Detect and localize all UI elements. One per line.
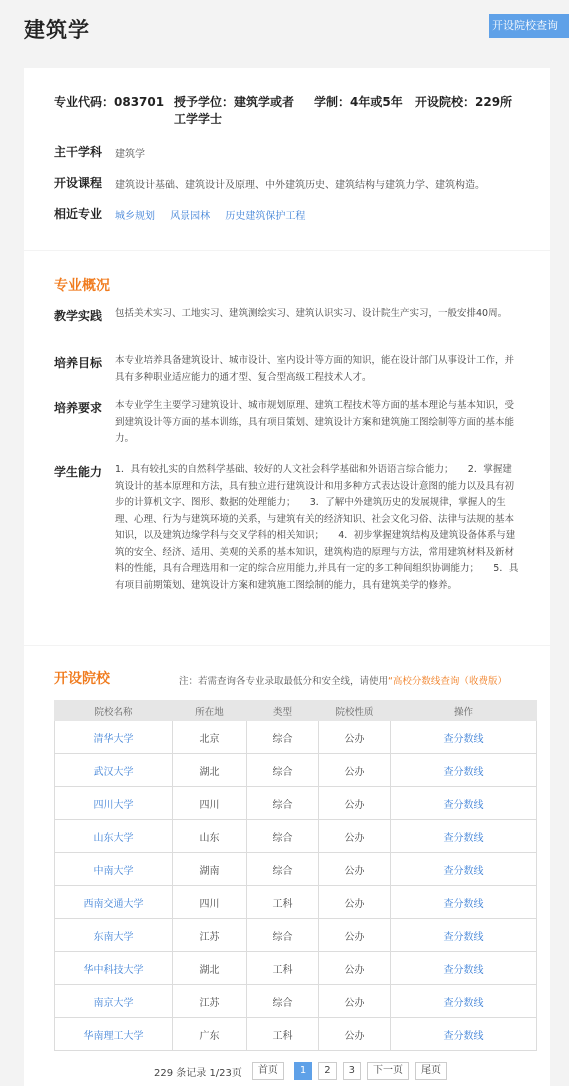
col-location: 所在地 — [173, 701, 247, 721]
score-query-note — [179, 673, 507, 687]
table-row — [55, 985, 537, 1018]
school-nature: 公办 — [319, 721, 391, 754]
courses-value: 建筑设计基础、建筑设计及原理、中外建筑历史、建筑结构与建筑力学、建筑构造。 — [115, 180, 485, 191]
score-query-action[interactable]: 查分数线 — [391, 952, 537, 985]
score-query-action[interactable]: 查分数线 — [391, 820, 537, 853]
goal-label: 培养目标 — [54, 356, 103, 370]
school-name-link[interactable]: 华中科技大学 — [55, 952, 173, 985]
table-row — [55, 886, 537, 919]
score-query-link[interactable]: “高校分数线查询（收费版） — [388, 676, 507, 687]
page-last[interactable]: 尾页 — [415, 1062, 447, 1080]
score-query-action[interactable]: 查分数线 — [391, 1018, 537, 1051]
table-row — [55, 754, 537, 787]
related-link-landscape[interactable]: 风景园林 — [170, 211, 211, 222]
school-type: 工科 — [247, 886, 319, 919]
school-type: 综合 — [247, 787, 319, 820]
school-name-link[interactable]: 东南大学 — [55, 919, 173, 952]
school-nature: 公办 — [319, 985, 391, 1018]
school-nature: 公办 — [319, 787, 391, 820]
requirement-label: 培养要求 — [54, 401, 103, 415]
school-nature: 公办 — [319, 754, 391, 787]
practice-text: 包括美术实习、工地实习、建筑测绘实习、建筑认识实习、设计院生产实习，一般安排40周。 — [115, 308, 508, 319]
school-location: 四川 — [173, 886, 247, 919]
schools-count: 开设院校：229所 — [415, 95, 513, 109]
school-nature: 公办 — [319, 952, 391, 985]
schools-panel — [24, 646, 550, 1086]
school-name-link[interactable]: 西南交通大学 — [55, 886, 173, 919]
pagination-info: 229 条记录 1/23页 — [154, 1067, 242, 1079]
score-query-action[interactable]: 查分数线 — [391, 886, 537, 919]
duration: 学制：4年或5年 — [314, 95, 403, 109]
col-nature: 院校性质 — [319, 701, 391, 721]
school-nature: 公办 — [319, 853, 391, 886]
table-row — [55, 721, 537, 754]
table-header-row — [55, 701, 537, 721]
overview-panel — [24, 251, 550, 645]
score-query-action[interactable]: 查分数线 — [391, 787, 537, 820]
page-3[interactable]: 3 — [343, 1062, 361, 1080]
degree: 授予学位：建筑学或者工学学士 — [174, 95, 295, 126]
school-type: 综合 — [247, 721, 319, 754]
col-school-name: 院校名称 — [55, 701, 173, 721]
major-code: 专业代码：083701 — [54, 95, 165, 109]
col-action: 操作 — [391, 701, 537, 721]
table-row — [55, 1018, 537, 1051]
basic-info-panel — [24, 68, 550, 250]
school-type: 综合 — [247, 985, 319, 1018]
page-2[interactable]: 2 — [318, 1062, 336, 1080]
school-type: 工科 — [247, 1018, 319, 1051]
score-query-action[interactable]: 查分数线 — [391, 853, 537, 886]
school-type: 综合 — [247, 754, 319, 787]
score-query-action[interactable]: 查分数线 — [391, 985, 537, 1018]
page-title: 建筑学 — [24, 18, 90, 42]
related-label: 相近专业 — [54, 207, 103, 221]
requirement-text: 本专业学生主要学习建筑设计、城市规划原理、建筑工程技术等方面的基本理论与基本知识，受到建筑设计等方面的基本训练，具有项目策划、建筑设计方案和建筑施工图绘制等方面的基本能力。 — [115, 400, 515, 444]
school-type: 综合 — [247, 853, 319, 886]
school-name-link[interactable]: 山东大学 — [55, 820, 173, 853]
col-type: 类型 — [247, 701, 319, 721]
school-type: 工科 — [247, 952, 319, 985]
main-subject-label: 主干学科 — [54, 145, 103, 159]
school-nature: 公办 — [319, 1018, 391, 1051]
school-location: 江苏 — [173, 985, 247, 1018]
school-name-link[interactable]: 清华大学 — [55, 721, 173, 754]
related-majors — [115, 207, 317, 222]
school-location: 湖北 — [173, 754, 247, 787]
score-query-action[interactable]: 查分数线 — [391, 919, 537, 952]
practice-label: 教学实践 — [54, 309, 103, 323]
note-text: 注：若需查询各专业录取最低分和安全线，请使用 — [179, 676, 389, 687]
school-name-link[interactable]: 武汉大学 — [55, 754, 173, 787]
pagination — [154, 1062, 447, 1080]
school-location: 湖北 — [173, 952, 247, 985]
table-row — [55, 919, 537, 952]
school-nature: 公办 — [319, 886, 391, 919]
related-link-urban-planning[interactable]: 城乡规划 — [115, 211, 155, 222]
school-name-link[interactable]: 四川大学 — [55, 787, 173, 820]
school-location: 山东 — [173, 820, 247, 853]
page-first[interactable]: 首页 — [252, 1062, 284, 1080]
top-bar — [0, 0, 558, 68]
school-query-button[interactable]: 开设院校查询 — [489, 14, 569, 38]
school-location: 江苏 — [173, 919, 247, 952]
score-query-action[interactable]: 查分数线 — [391, 754, 537, 787]
table-row — [55, 853, 537, 886]
school-location: 广东 — [173, 1018, 247, 1051]
overview-title: 专业概况 — [54, 278, 110, 294]
ability-label: 学生能力 — [54, 465, 103, 479]
related-link-historic-building[interactable]: 历史建筑保护工程 — [225, 211, 306, 222]
table-row — [55, 820, 537, 853]
schools-table — [54, 700, 537, 1051]
school-name-link[interactable]: 南京大学 — [55, 985, 173, 1018]
school-nature: 公办 — [319, 919, 391, 952]
score-query-action[interactable]: 查分数线 — [391, 721, 537, 754]
school-location: 北京 — [173, 721, 247, 754]
school-type: 综合 — [247, 919, 319, 952]
courses-label: 开设课程 — [54, 176, 103, 190]
school-name-link[interactable]: 华南理工大学 — [55, 1018, 173, 1051]
school-location: 湖南 — [173, 853, 247, 886]
table-row — [55, 787, 537, 820]
school-name-link[interactable]: 中南大学 — [55, 853, 173, 886]
school-nature: 公办 — [319, 820, 391, 853]
school-location: 四川 — [173, 787, 247, 820]
table-row — [55, 952, 537, 985]
main-subject-value: 建筑学 — [115, 149, 145, 160]
page-next[interactable]: 下一页 — [367, 1062, 409, 1080]
goal-text: 本专业培养具备建筑设计、城市设计、室内设计等方面的知识，能在设计部门从事设计工作，并具有多种职业适应能力的通才型、复合型高级工程技术人才。 — [115, 355, 515, 383]
page-1[interactable]: 1 — [294, 1062, 312, 1080]
schools-title: 开设院校 — [54, 671, 110, 687]
ability-text: 1．具有较扎实的自然科学基础、较好的人文社会科学基础和外语语言综合能力； 2．掌握建筑设计的基本原理和方法，具有独立进行建筑设计和用多种方式表达设计意图的能力以及具有初步的计算机文字、图形、数据的处理能力； 3．了解中外建筑历史的发展规律，掌握人的生理、心理、行为与建筑环境的关系，与建筑有关的经济知识、社会文化习俗、法律与法规的基本知识，以及建筑边缘学科与交叉学科的相关知识； 4．初步掌握建筑结构及建筑设备体系与建筑的安全、经济、适用、美观的关系的基本知识，建筑构造的原理与方法，常用建筑材料及新材料的性能，具有合理选用和一定的综合应用能力,并具有一定的多工种间组织协调能力； 5．具有项目前期策划、建筑设计方案和建筑施工图绘制的能力，具有建筑美学的修养。 — [115, 464, 519, 591]
school-type: 综合 — [247, 820, 319, 853]
